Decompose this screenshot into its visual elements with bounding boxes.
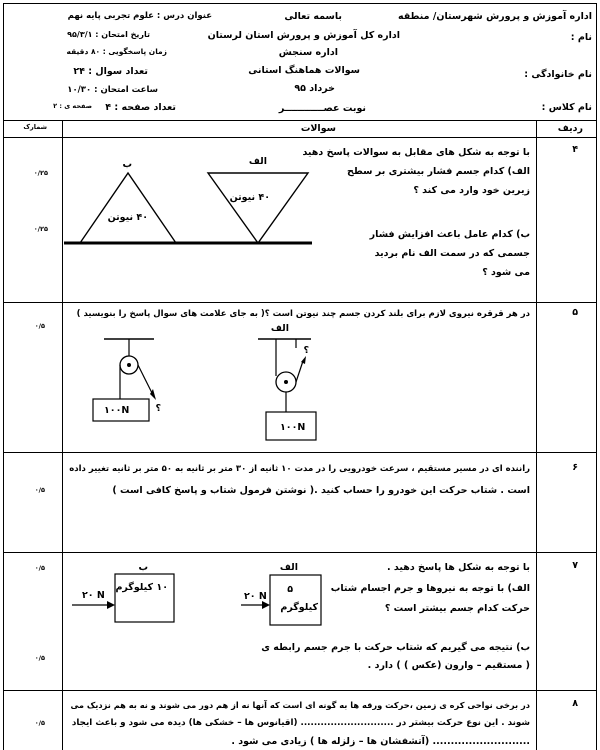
q7-number: ۷ xyxy=(572,560,578,571)
q8-number: ۸ xyxy=(572,698,578,709)
q5-number: ۵ xyxy=(572,307,578,318)
header-exam-time: ساعت امتحان : ۱۰/۳۰ xyxy=(67,85,158,95)
q4-part-b-line1: ب) کدام عامل باعث افزایش فشار xyxy=(369,229,530,240)
q4-label-alef: الف xyxy=(248,156,267,167)
q7-score-2: ۰/۵ xyxy=(34,654,45,662)
q5-qmark-left: ؟ xyxy=(155,403,161,414)
q7-label-be: ب xyxy=(138,562,148,573)
q6-line2: است . شتاب حرکت این خودرو را حساب کنید .( نوشتن فرمول شتاب و پاسخ کافی است ) xyxy=(112,485,530,496)
q7-score-1: ۰/۵ xyxy=(34,564,45,572)
col-header-row: ردیف xyxy=(557,123,583,134)
header-duration: زمان پاسخگویی : ۸۰ دقیقه xyxy=(66,47,167,56)
q7-part-b-line1: ب) نتیجه می گیریم که شتاب حرکت با جرم جسم رابطه ی xyxy=(261,642,530,653)
q8-line2: شوند . این نوع حرکت بیشتر در ............................ (اقیانوس ها – خشکی ها) دیده می شود و باعث ایجاد xyxy=(71,718,530,728)
header-page-number: صفحه ی : ۲ xyxy=(53,102,92,110)
header-exam-type: سوالات هماهنگ استانی xyxy=(248,65,360,76)
q4-score-1: ۰/۲۵ xyxy=(33,169,48,177)
q4-part-a-line2: زیرین خود وارد می کند ؟ xyxy=(413,185,530,196)
q4-force-alef: ۴۰ نیوتن xyxy=(229,192,270,203)
q7-force-alef-label: ۲۰ N xyxy=(244,591,267,602)
q4-part-b-line3: می شود ؟ xyxy=(482,267,530,278)
q6-score: ۰/۵ xyxy=(34,486,45,494)
q4-score-2: ۰/۲۵ xyxy=(33,225,48,233)
q5-score: ۰/۵ xyxy=(34,322,45,330)
header-page-count: تعداد صفحه : ۴ xyxy=(105,102,176,113)
q6-line1: راننده ای در مسیر مستقیم ، سرعت خودرویی را در مدت ۱۰ ثانیه از ۳۰ متر بر ثانیه به ۵۰ متر بر ثانیه تغییر داده xyxy=(69,464,530,474)
header-date: خرداد ۹۵ xyxy=(294,83,335,94)
q7-box-alef-number: ۵ xyxy=(287,584,293,595)
col-header-score: شمارک xyxy=(23,123,47,131)
header-province: اداره کل آموزش و پرورش استان لرستان xyxy=(207,30,400,41)
q7-part-b-line2: ( مستقیم – وارون (عکس ) ) دارد . xyxy=(367,660,530,671)
q7-box-be-label: ۱۰ کیلوگرم xyxy=(115,582,168,593)
q4-label-be: ب xyxy=(122,159,132,170)
header-shift: نوبت عصــــــــــــر xyxy=(278,103,366,114)
header-subject: عنوان درس : علوم تجربی پایه نهم xyxy=(67,11,212,21)
q4-number: ۴ xyxy=(572,144,578,155)
q7-force-be-label: ۲۰ N xyxy=(82,590,105,601)
header-exam-date: تاریخ امتحان : ۹۵/۳/۱ xyxy=(67,30,150,39)
header-name: نام : xyxy=(570,32,592,43)
q5-text: در هر قرقره نیروی لازم برای بلند کردن جسم چند نیوتن است ؟( به جای علامت های سوال پاسخ را بنویسید ) xyxy=(76,309,530,319)
q4-intro: با توجه به شکل های مقابل به سوالات پاسخ دهید xyxy=(302,147,530,158)
header-bismillah: باسمه تعالی xyxy=(284,11,342,22)
q5-weight-right-label: ۱۰۰N xyxy=(280,422,306,433)
q4-force-be: ۴۰ نیوتن xyxy=(107,212,148,223)
q7-intro: با توجه به شکل ها پاسخ دهید . xyxy=(386,562,530,573)
q7-part-a-line1: الف) با توجه به نیروها و جرم اجسام شتاب xyxy=(330,583,530,594)
q5-qmark-right: ؟ xyxy=(303,345,309,356)
q4-part-b-line2: جسمی که در سمت الف نام بردید xyxy=(374,248,530,259)
q7-box-alef xyxy=(270,575,321,625)
header-question-count: تعداد سوال : ۲۴ xyxy=(73,66,148,77)
q8-line3: ........................... (آتشفشان ها – زلزله ها ) زیادی می شود . xyxy=(231,736,530,747)
q8-line1: در برخی نواحی کره ی زمین ،حرکت ورقه ها به گونه ای است که آنها نه از هم دور می شوند و نه به هم نزدیک می xyxy=(70,700,530,710)
q5-label-alef: الف xyxy=(270,323,289,334)
header-family: نام خانوادگی : xyxy=(524,69,592,80)
header-class: نام کلاس : xyxy=(541,102,592,113)
q6-number: ۶ xyxy=(572,462,578,473)
q7-box-alef-unit: کیلوگرم xyxy=(280,602,318,613)
header-district: اداره آموزش و پرورش شهرستان/ منطقه xyxy=(397,11,592,22)
q8-score: ۰/۵ xyxy=(34,719,45,727)
header-assessment: اداره سنجش xyxy=(278,47,338,58)
q4-part-a-line1: الف) کدام جسم فشار بیشتری بر سطح xyxy=(347,166,530,177)
col-header-questions: سوالات xyxy=(300,123,336,134)
q7-part-a-line2: حرکت کدام جسم بیشتر است ؟ xyxy=(384,603,530,614)
q5-weight-left-label: ۱۰۰N xyxy=(104,405,130,416)
q7-label-alef: الف xyxy=(279,562,298,573)
